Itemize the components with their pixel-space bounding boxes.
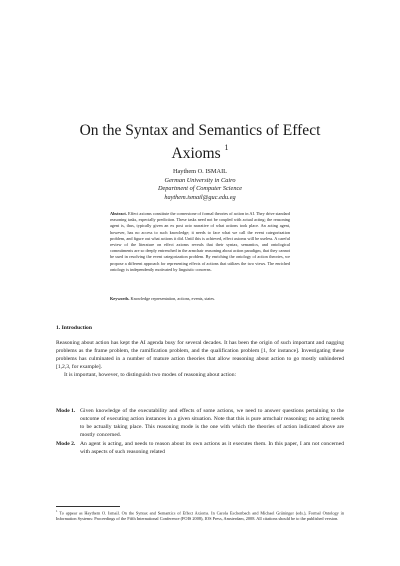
author-block xyxy=(60,168,340,202)
introduction-body xyxy=(56,339,344,379)
keywords-label: Keywords. xyxy=(110,296,130,301)
mode-text: An agent is acting, and needs to reason about its own actions as it executes them. In this paper, I am not concerned with aspects of such reasoning related xyxy=(80,440,344,455)
footnote-text: To appear as Haythem O. Ismail. On the Syntax and Semantics of Effect Axioms. In Carola Eschenbach and Michael Grüninger (eds.), Formal Ontology in Information Systems: Proceedings of the Fifth International Conference (FOIS 2008), IOS Press, Amsterdam, 2008. All citations should be to the published version. xyxy=(56,510,345,522)
body-paragraph: Reasoning about action has kept the AI agenda busy for several decades. It has been the origin of such important and nagging problems as the frame problem, the ramification problem, and the qualification problem [1, for instance]. Investigating these problems has culminated in a number of mature action theories that allow reasoning about action to go mostly unhindered [1,2,3, for example]. xyxy=(56,340,344,371)
paper-title xyxy=(40,121,360,163)
title-line-1: On the Syntax and Semantics of Effect xyxy=(79,122,321,139)
modes-list xyxy=(56,407,344,456)
mode-item xyxy=(56,440,344,456)
mode-label: Mode 2. xyxy=(56,440,76,447)
footnote-mark: 1 xyxy=(56,509,58,513)
keywords-text: Knowledge representation, actions, events, states. xyxy=(130,296,216,301)
keywords xyxy=(110,296,290,302)
abstract-label: Abstract. xyxy=(110,211,127,216)
mode-text: Given knowledge of the executability and effects of some actions, we need to answer questions pertaining to the outcome of executing action instances in a given situation. Note that this is pure armchair reasoning; no acting needs to be actually taking place. This reasoning mode is the one with which the theories of action indicated above are mostly concerned. xyxy=(80,408,344,439)
author-affiliation-university: German University in Cairo xyxy=(164,176,236,184)
mode-label: Mode 1. xyxy=(56,408,76,414)
title-line-2: Axioms xyxy=(171,145,221,163)
footnote xyxy=(56,508,344,522)
abstract xyxy=(110,211,290,273)
abstract-text: Effect axioms constitute the cornerstone of formal theories of action in AI. They drive standard reasoning tasks, especially prediction. These tasks need not be coupled with actual acting; the reasoning agent is, thus, typically given an ex post acto narrative of what actions took place. An acting agent, however, has no access to such knowledge; it needs to face what we call the event categorization problem, and figure out what actions it did. Until this is achieved, effect axioms will be useless. A careful review of the literature on effect axioms reveals that their syntax, semantics, and ontological commitments are so deeply entrenched in the armchair reasoning about action paradigm, that they cannot be used in resolving the event categorization problem. By enriching the ontology of action theories, we propose a different approach for representing effects of actions that utilizes the two views. The enriched ontology is independently motivated by linguistic concerns. xyxy=(110,211,290,272)
body-paragraph: It is important, however, to distinguish two modes of reasoning about action: xyxy=(64,372,237,379)
author-email: haythem.ismail@guc.edu.eg xyxy=(164,193,236,201)
author-affiliation-department: Department of Computer Science xyxy=(157,185,243,193)
title-footnote-mark: 1 xyxy=(224,143,229,152)
author-name: Haythem O. ISMAIL xyxy=(172,168,228,175)
mode-item xyxy=(56,407,344,439)
footnote-divider xyxy=(56,506,120,507)
section-heading-introduction: 1. Introduction xyxy=(56,325,92,331)
